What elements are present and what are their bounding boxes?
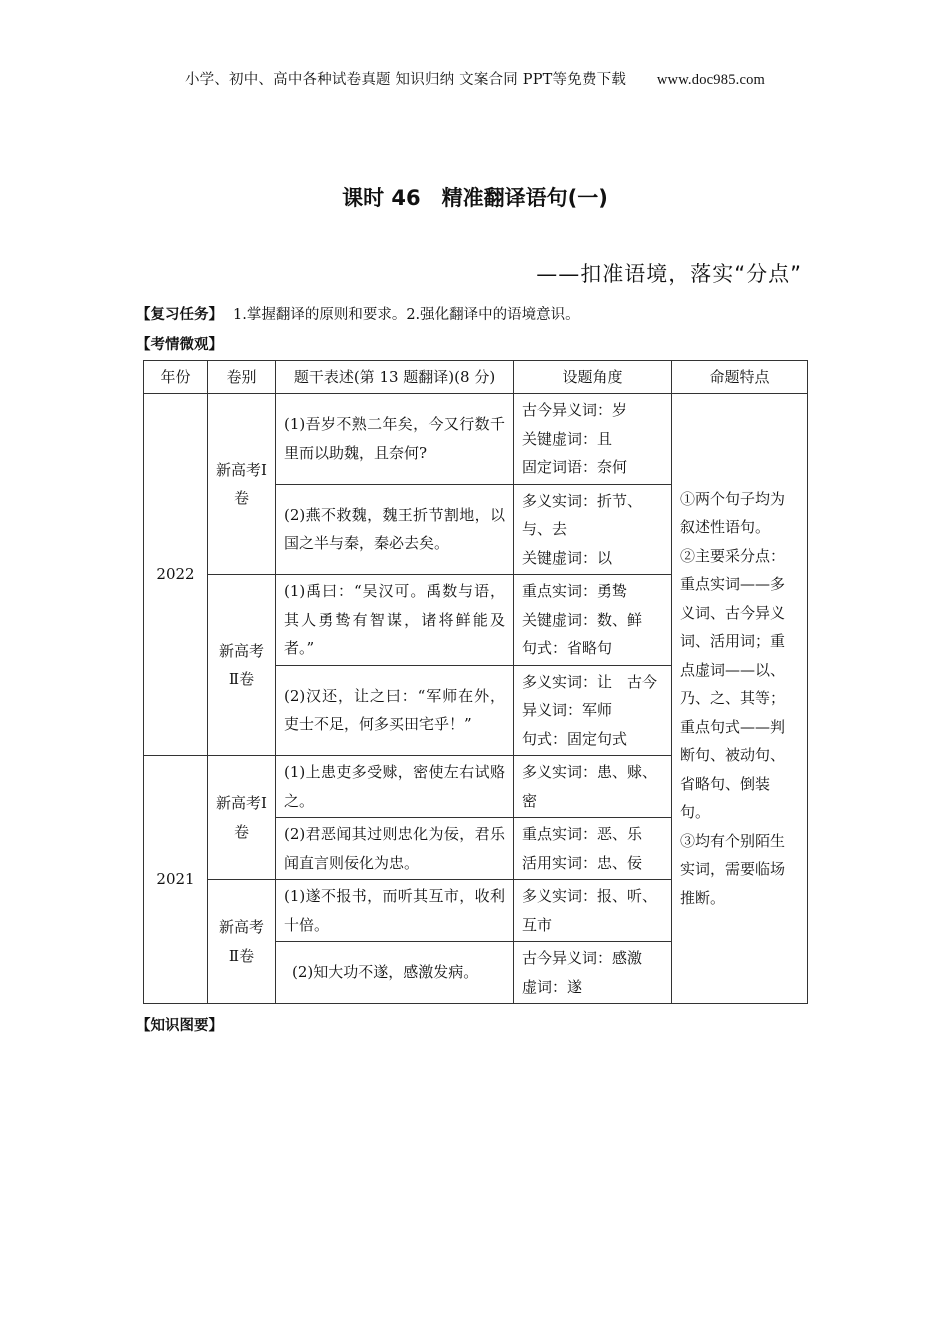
question-cell: (1)遂不报书，而听其互市，收利十倍。: [276, 880, 514, 942]
question-cell: (1)吾岁不熟二年矣，今又行数千里而以助魏，且奈何?: [276, 394, 514, 485]
angle-line: 句式：省略句: [522, 639, 613, 657]
angle-line: 活用实词：忠、佞: [522, 853, 643, 872]
year-cell: 2022: [144, 394, 208, 756]
exam-table: [143, 360, 808, 1004]
review-task-text: 1.掌握翻译的原则和要求。2.强化翻译中的语境意识。: [233, 307, 580, 323]
angle-line: 多义实词：报、听、互市: [522, 887, 658, 934]
feature-cell: [672, 394, 808, 1004]
question-cell: (2)知大功不遂，感激发病。: [276, 942, 514, 1004]
header-angle: 设题角度: [514, 361, 672, 394]
paper-cell: 新高考Ⅰ卷: [208, 394, 276, 575]
angle-line: 固定词语：奈何: [522, 458, 628, 476]
angle-line: 关键虚词：且: [522, 429, 613, 448]
question-cell: (2)汉还，让之曰：“军师在外，吏士不足，何多买田宅乎！”: [276, 665, 514, 756]
year-cell: 2021: [144, 756, 208, 1004]
angle-line: 句式：固定句式: [522, 729, 628, 748]
angle-line: 多义实词：让 古今异义词：军师: [522, 672, 658, 719]
angle-line: 多义实词：折节、与、去: [522, 491, 643, 538]
angle-cell: [514, 756, 672, 818]
header-feature: 命题特点: [672, 361, 808, 394]
angle-cell: [514, 575, 672, 666]
page-title: 课时 46 精准翻译语句(一): [342, 186, 608, 210]
paper-cell: 新高考Ⅱ卷: [208, 575, 276, 756]
angle-line: 关键虚词：以: [522, 548, 613, 567]
angle-line: 重点实词：恶、乐: [522, 825, 643, 843]
review-task: [136, 303, 580, 324]
angle-cell: [514, 484, 672, 575]
angle-cell: [514, 942, 672, 1004]
header-url[interactable]: www.doc985.com: [656, 72, 766, 88]
header-year: 年份: [144, 361, 208, 394]
knowledge-label: 【知识图要】: [136, 1018, 223, 1034]
angle-line: 古今异义词：岁: [522, 401, 628, 419]
page-header: [0, 68, 950, 89]
feature-line: ③均有个别陌生实词，需要临场推断。: [680, 831, 786, 907]
header-question: 题干表述(第 13 题翻译)(8 分): [276, 361, 514, 394]
paper-cell: 新高考Ⅱ卷: [208, 880, 276, 1004]
question-cell: (1)禹曰：“吴汉可。禹数与语，其人勇鸷有智谋，诸将鲜能及者。”: [276, 575, 514, 666]
table-row: [144, 394, 808, 485]
review-task-label: 【复习任务】: [136, 307, 223, 323]
question-cell: (2)君恶闻其过则忠化为佞，君乐闻直言则佞化为忠。: [276, 818, 514, 880]
paper-cell: 新高考Ⅰ卷: [208, 756, 276, 880]
angle-line: 古今异义词：感激: [522, 949, 643, 967]
question-cell: (2)燕不救魏，魏王折节割地，以国之半与秦，秦必去矣。: [276, 484, 514, 575]
table-header-row: [144, 361, 808, 394]
page-subtitle: ——扣准语境，落实“分点”: [536, 262, 802, 286]
header-text: 小学、初中、高中各种试卷真题 知识归纳 文案合同 PPT等免费下载: [184, 72, 627, 88]
angle-cell: [514, 818, 672, 880]
feature-line: ①两个句子均为叙述性语句。: [680, 489, 786, 537]
header-paper: 卷别: [208, 361, 276, 394]
angle-cell: [514, 880, 672, 942]
angle-line: 关键虚词：数、鲜: [522, 610, 643, 629]
angle-line: 虚词：遂: [522, 977, 583, 996]
angle-cell: [514, 394, 672, 485]
survey-label: 【考情微观】: [136, 337, 223, 353]
feature-line: ②主要采分点：重点实词——多义词、古今异义词、活用词；重点虚词——以、乃、之、其等；重点句式——判断句、被动句、省略句、倒装句。: [680, 546, 786, 822]
angle-line: 多义实词：患、赇、密: [522, 763, 658, 810]
angle-line: 重点实词：勇鸷: [522, 582, 628, 600]
question-cell: (1)上患吏多受赇，密使左右试赂之。: [276, 756, 514, 818]
angle-cell: [514, 665, 672, 756]
